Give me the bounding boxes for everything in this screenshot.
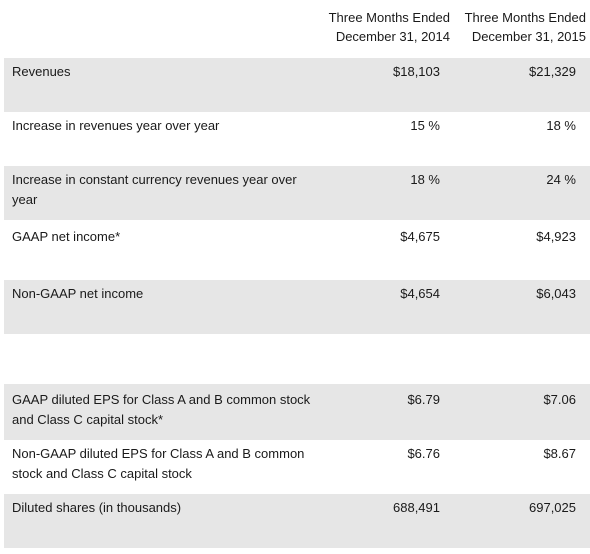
table-row-constant-currency-growth: [4, 166, 590, 220]
row-value-2014: $4,654: [400, 286, 440, 301]
column-header-line: December 31, 2015: [471, 29, 586, 44]
row-value-2015: 697,025: [529, 500, 576, 515]
row-value-2014: $4,675: [400, 229, 440, 244]
row-value-2014: 688,491: [393, 500, 440, 515]
column-header-line: Three Months Ended: [328, 10, 450, 25]
table-row-revenues: [4, 58, 590, 112]
row-value-2015: 18 %: [546, 118, 576, 133]
table-row-spacer: [4, 334, 590, 384]
row-label: GAAP diluted EPS for Class A and B common stock and Class C capital stock*: [12, 392, 311, 427]
row-value-2014: 18 %: [410, 172, 440, 187]
row-value-2014: $18,103: [393, 64, 440, 79]
row-label: GAAP net income*: [12, 229, 121, 244]
row-value-2015: 24 %: [546, 172, 576, 187]
row-value-2015: $21,329: [529, 64, 576, 79]
column-header-line: Three Months Ended: [464, 10, 586, 25]
row-label: Non-GAAP diluted EPS for Class A and B common stock and Class C capital stock: [12, 446, 305, 481]
row-label: Diluted shares (in thousands): [12, 500, 182, 515]
row-value-2015: $8.67: [543, 446, 576, 461]
table-row-non-gaap-diluted-eps: [4, 440, 590, 494]
column-header-2015: [450, 8, 586, 46]
table-row-diluted-shares: [4, 494, 590, 548]
row-label: Increase in revenues year over year: [12, 118, 220, 133]
row-value-2014: $6.76: [407, 446, 440, 461]
table-row-revenue-growth: [4, 112, 590, 166]
row-label: Increase in constant currency revenues year over year: [12, 172, 297, 207]
row-value-2014: $6.79: [407, 392, 440, 407]
table-row-non-gaap-net-income: [4, 280, 590, 334]
row-value-2015: $6,043: [536, 286, 576, 301]
row-value-2015: $7.06: [543, 392, 576, 407]
column-header-2014: [300, 8, 450, 46]
row-value-2014: 15 %: [410, 118, 440, 133]
table-row-gaap-diluted-eps: [4, 384, 590, 440]
row-label: Non-GAAP net income: [12, 286, 144, 301]
column-header-line: December 31, 2014: [335, 29, 450, 44]
table-header: [0, 0, 590, 58]
table-row-gaap-net-income: [4, 220, 590, 280]
row-value-2015: $4,923: [536, 229, 576, 244]
row-label: Revenues: [12, 64, 71, 79]
